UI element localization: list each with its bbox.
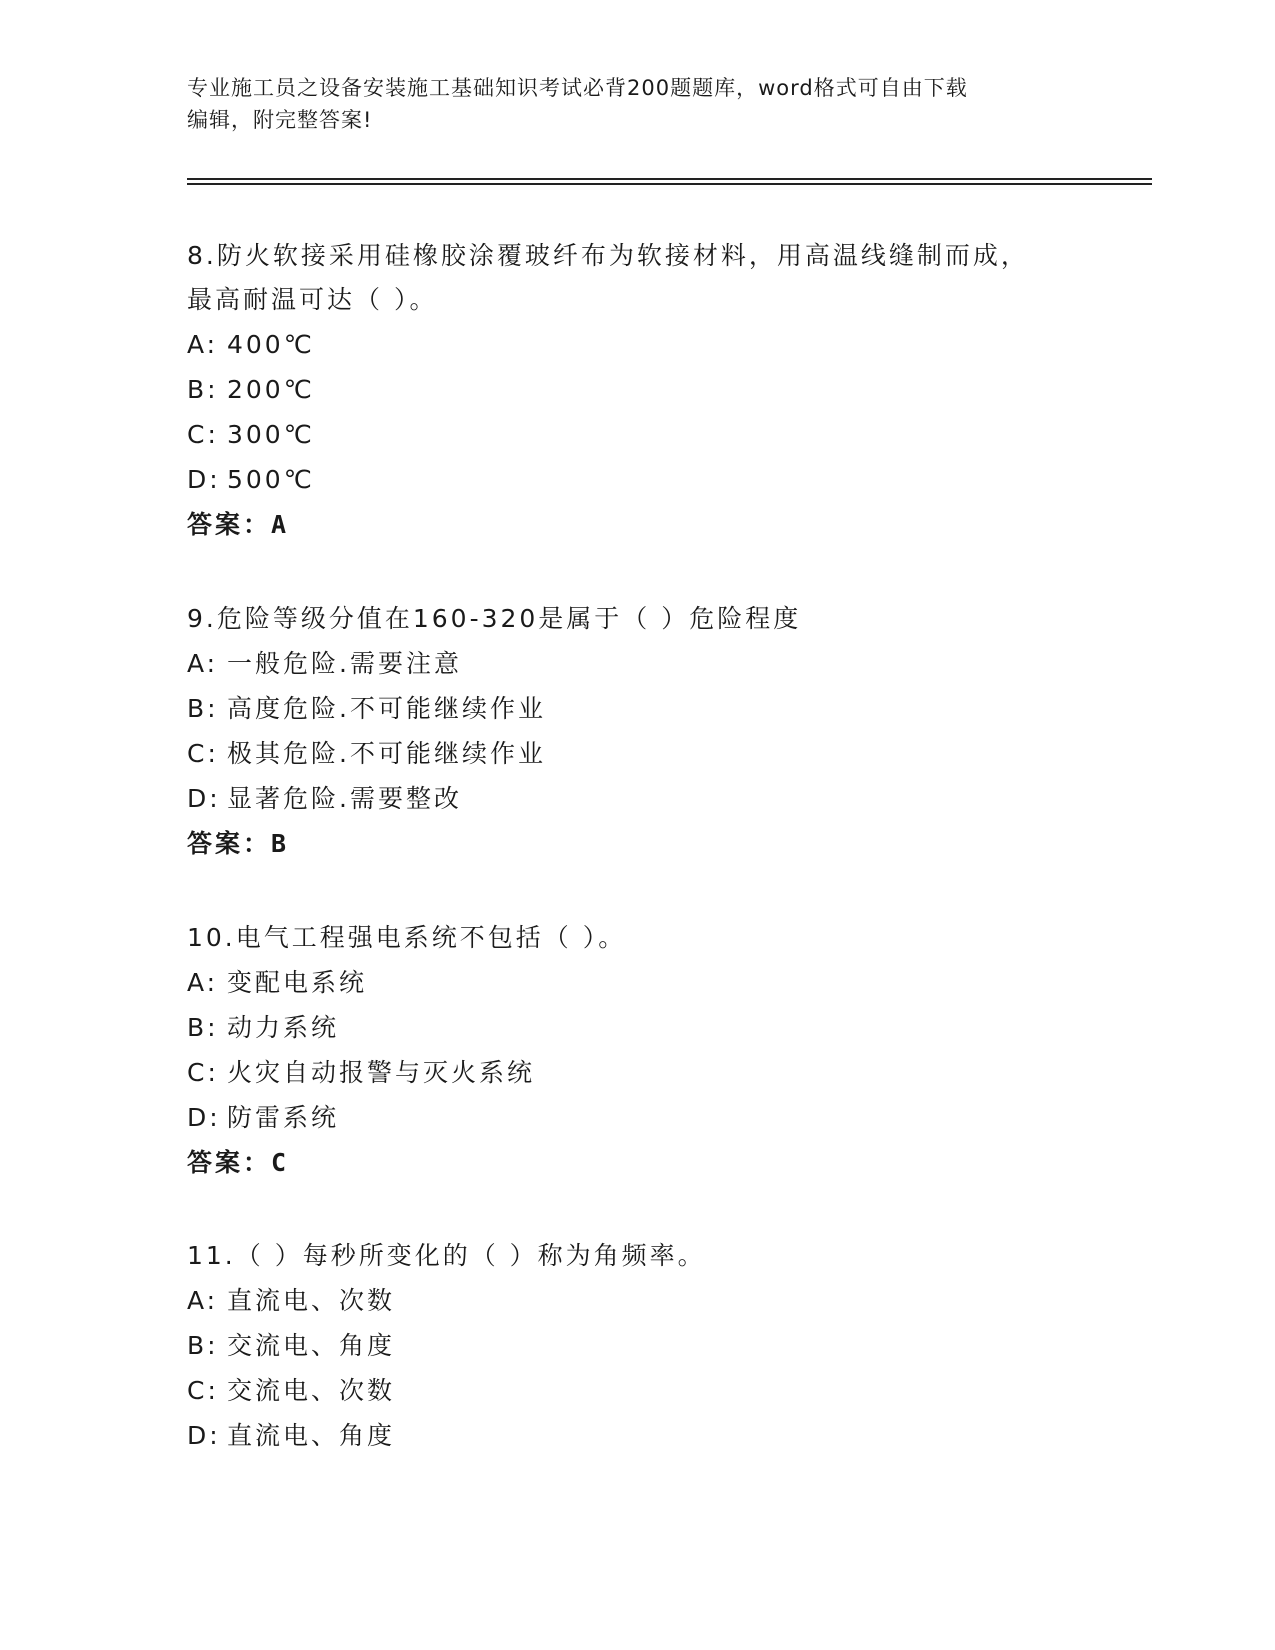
option-text: 300℃ xyxy=(227,420,315,449)
option-letter: C: xyxy=(187,420,219,449)
option-a xyxy=(187,641,1067,686)
question-10 xyxy=(187,916,1067,1185)
option-text: 200℃ xyxy=(227,375,315,404)
option-b xyxy=(187,367,1067,412)
option-c xyxy=(187,731,1067,776)
option-c xyxy=(187,412,1067,457)
question-title-continued: 最高耐温可达（ ）。 xyxy=(187,285,438,314)
answer-label: 答案： xyxy=(187,829,272,858)
option-a xyxy=(187,1278,1067,1323)
answer-value: B xyxy=(271,829,290,858)
answer-label: 答案： xyxy=(187,1148,272,1177)
option-letter: A: xyxy=(187,968,219,997)
option-d xyxy=(187,1413,1067,1458)
option-a xyxy=(187,322,1067,367)
answer-label: 答案： xyxy=(187,510,272,539)
option-text: 交流电、角度 xyxy=(227,1331,396,1360)
option-text: 直流电、次数 xyxy=(227,1286,396,1315)
option-letter: B: xyxy=(187,694,219,723)
option-d xyxy=(187,776,1067,821)
question-8 xyxy=(187,234,1067,547)
question-11 xyxy=(187,1234,1067,1458)
option-letter: B: xyxy=(187,1331,219,1360)
option-letter: B: xyxy=(187,375,219,404)
option-letter: A: xyxy=(187,330,219,359)
option-text: 防雷系统 xyxy=(227,1103,340,1132)
question-title: 8.防火软接采用硅橡胶涂覆玻纤布为软接材料，用高温线缝制而成， xyxy=(187,241,1029,270)
option-text: 显著危险.需要整改 xyxy=(227,784,462,813)
option-text: 高度危险.不可能继续作业 xyxy=(227,694,546,723)
option-a xyxy=(187,960,1067,1005)
option-b xyxy=(187,686,1067,731)
option-text: 直流电、角度 xyxy=(227,1421,396,1450)
option-letter: A: xyxy=(187,649,219,678)
option-letter: C: xyxy=(187,739,219,768)
question-title: 11.（ ）每秒所变化的（ ）称为角频率。 xyxy=(187,1241,706,1270)
option-text: 交流电、次数 xyxy=(227,1376,396,1405)
option-letter: C: xyxy=(187,1058,219,1087)
option-text: 变配电系统 xyxy=(227,968,368,997)
answer-line xyxy=(187,821,1067,866)
header-line-1: 专业施工员之设备安装施工基础知识考试必背200题题库，word格式可自由下载 xyxy=(187,76,968,100)
question-title: 9.危险等级分值在160-320是属于（ ）危险程度 xyxy=(187,604,802,633)
option-letter: D: xyxy=(187,784,221,813)
option-text: 火灾自动报警与灭火系统 xyxy=(227,1058,536,1087)
option-text: 400℃ xyxy=(227,330,315,359)
option-text: 动力系统 xyxy=(227,1013,340,1042)
option-text: 一般危险.需要注意 xyxy=(227,649,462,678)
option-b xyxy=(187,1323,1067,1368)
option-letter: C: xyxy=(187,1376,219,1405)
document-header xyxy=(187,72,1067,136)
option-letter: D: xyxy=(187,465,221,494)
option-d xyxy=(187,457,1067,502)
header-divider-bottom xyxy=(187,183,1152,185)
option-c xyxy=(187,1050,1067,1095)
answer-value: C xyxy=(271,1148,290,1177)
option-b xyxy=(187,1005,1067,1050)
option-d xyxy=(187,1095,1067,1140)
option-letter: A: xyxy=(187,1286,219,1315)
option-letter: D: xyxy=(187,1103,221,1132)
answer-line xyxy=(187,502,1067,547)
question-title: 10.电气工程强电系统不包括（ ）。 xyxy=(187,923,627,952)
answer-line xyxy=(187,1140,1067,1185)
option-letter: D: xyxy=(187,1421,221,1450)
question-9 xyxy=(187,597,1067,866)
answer-value: A xyxy=(271,510,290,539)
option-c xyxy=(187,1368,1067,1413)
option-letter: B: xyxy=(187,1013,219,1042)
option-text: 极其危险.不可能继续作业 xyxy=(227,739,546,768)
header-divider-top xyxy=(187,178,1152,180)
option-text: 500℃ xyxy=(227,465,315,494)
header-line-2: 编辑，附完整答案! xyxy=(187,108,373,132)
